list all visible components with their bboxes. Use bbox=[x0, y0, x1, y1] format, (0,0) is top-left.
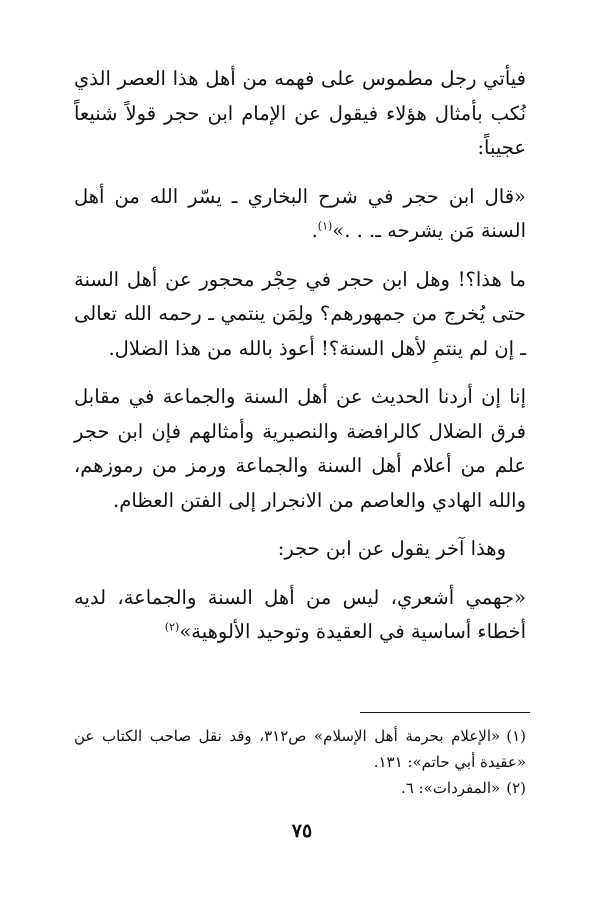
footnote-separator bbox=[360, 712, 530, 713]
footnote-1 bbox=[74, 723, 526, 775]
paragraph-3-text: ما هذا؟! وهل ابن حجر في حِجْر محجور عن أهل السنة حتى يُخرج من جمهورهم؟ ولِمَن ينتمي ـ رحمه الله تعالى ـ إن لم ينتمِ لأهل السنة؟! أعوذ بالله من هذا الضلال. bbox=[74, 267, 526, 360]
quote-1-text: «قال ابن حجر في شرح البخاري ـ يسّر الله من أهل السنة مَن يشرحه ـ. . .» bbox=[74, 184, 526, 242]
paragraph-1-text: فيأتي رجل مطموس على فهمه من أهل هذا العصر الذي نُكب بأمثال هؤلاء فيقول عن الإمام ابن حجر قولاً شنيعاً عجيباً: bbox=[74, 67, 526, 159]
paragraph-6-quote bbox=[74, 581, 526, 650]
footnote-2-number: (٢) bbox=[506, 779, 526, 797]
paragraph-4 bbox=[74, 380, 526, 518]
footnote-ref-1[interactable]: (١) bbox=[317, 219, 333, 233]
paragraph-3 bbox=[74, 263, 526, 367]
paragraph-1 bbox=[74, 62, 526, 166]
main-text bbox=[74, 62, 526, 650]
footnote-2-text: «المفردات»: ٦. bbox=[400, 779, 501, 797]
footnote-1-number: (١) bbox=[506, 727, 526, 745]
footnotes bbox=[74, 723, 526, 801]
quote-1-end: . bbox=[311, 219, 318, 242]
quote-2-text: «جهمي أشعري، ليس من أهل السنة والجماعة، لديه أخطاء أساسية في العقيدة وتوحيد الألوهية» bbox=[74, 585, 526, 643]
footnote-ref-2[interactable]: (٢) bbox=[164, 620, 180, 634]
paragraph-5 bbox=[74, 532, 526, 567]
paragraph-4-text: إنا إن أردنا الحديث عن أهل السنة والجماعة في مقابل فرق الضلال كالرافضة والنصيرية وأمثالهم فإن ابن حجر علم من أعلام أهل السنة والجماعة ورمز من رموزهم، والله الهادي والعاصم من الانجرار إلى الفتن العظام. bbox=[74, 385, 526, 512]
page-number: ٧٥ bbox=[291, 820, 313, 842]
paragraph-2-quote bbox=[74, 180, 526, 249]
paragraph-5-text: وهذا آخر يقول عن ابن حجر: bbox=[277, 537, 506, 560]
footnote-2 bbox=[74, 775, 526, 801]
footnote-1-text: «الإعلام بحرمة أهل الإسلام» ص٣١٢، وقد نقل صاحب الكتاب عن «عقيدة أبي حاتم»: ١٣١. bbox=[74, 727, 526, 771]
